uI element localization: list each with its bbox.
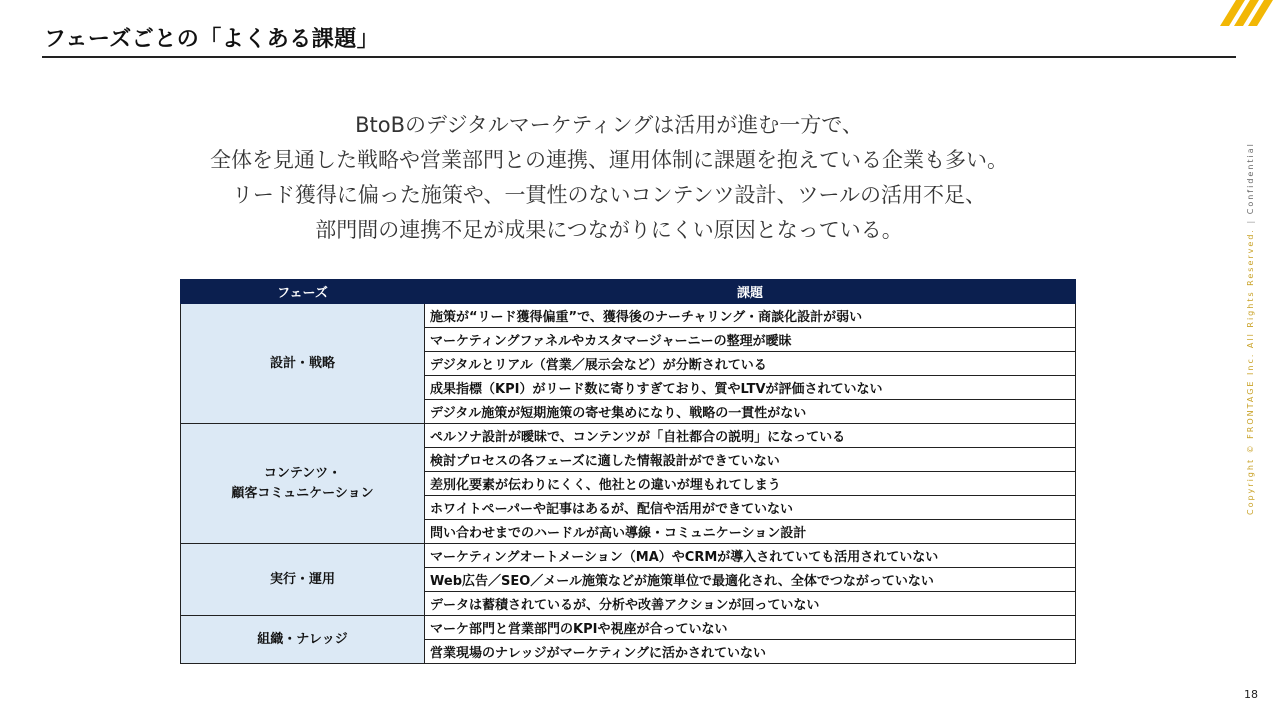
page-title: フェーズごとの「よくある課題」	[44, 27, 380, 52]
copyright-vertical	[1246, 142, 1255, 515]
table-row	[181, 544, 1076, 568]
issue-cell: デジタルとリアル（営業／展示会など）が分断されている	[425, 352, 1076, 376]
issue-cell: ペルソナ設計が曖昧で、コンテンツが「自社都合の説明」になっている	[425, 424, 1076, 448]
table-row	[181, 424, 1076, 448]
corner-stripes-logo	[1218, 0, 1280, 26]
phase-label: 顧客コミュニケーション	[231, 485, 374, 501]
phase-cell	[181, 544, 425, 616]
intro-text	[0, 108, 1218, 248]
confidential-label: Confidential	[1246, 142, 1255, 215]
phase-cell	[181, 304, 425, 424]
header-phase: フェーズ	[181, 280, 425, 304]
intro-line: 全体を見通した戦略や営業部門との連携、運用体制に課題を抱えている企業も多い。	[210, 148, 1008, 172]
header-issue: 課題	[425, 280, 1076, 304]
issue-cell: データは蓄積されているが、分析や改善アクションが回っていない	[425, 592, 1076, 616]
intro-line: リード獲得に偏った施策や、一貫性のないコンテンツ設計、ツールの活用不足、	[231, 183, 987, 207]
issue-cell: デジタル施策が短期施策の寄せ集めになり、戦略の一貫性がない	[425, 400, 1076, 424]
table-row	[181, 616, 1076, 640]
issue-cell: 施策が“リード獲得偏重”で、獲得後のナーチャリング・商談化設計が弱い	[425, 304, 1076, 328]
issue-cell: マーケティングオートメーション（MA）やCRMが導入されていても活用されていない	[425, 544, 1076, 568]
issue-cell: 問い合わせまでのハードルが高い導線・コミュニケーション設計	[425, 520, 1076, 544]
phase-label: 設計・戦略	[269, 355, 335, 371]
phase-label: 実行・運用	[269, 571, 335, 587]
issues-table	[180, 279, 1076, 664]
table-row	[181, 304, 1076, 328]
issue-cell: マーケティングファネルやカスタマージャーニーの整理が曖昧	[425, 328, 1076, 352]
phase-cell	[181, 616, 425, 664]
issue-cell: マーケ部門と営業部門のKPIや視座が合っていない	[425, 616, 1076, 640]
title-divider	[42, 56, 1236, 58]
phase-label: 組織・ナレッジ	[257, 631, 348, 647]
copyright-separator: |	[1246, 218, 1255, 224]
issue-cell: 差別化要素が伝わりにくく、他社との違いが埋もれてしまう	[425, 472, 1076, 496]
issue-cell: 営業現場のナレッジがマーケティングに活かされていない	[425, 640, 1076, 664]
page-number: 18	[1244, 688, 1258, 701]
phase-cell	[181, 424, 425, 544]
intro-line: BtoBのデジタルマーケティングは活用が進む一方で、	[355, 113, 863, 137]
phase-label: コンテンツ・	[263, 465, 342, 481]
issue-cell: 検討プロセスの各フェーズに適した情報設計ができていない	[425, 448, 1076, 472]
intro-line: 部門間の連携不足が成果につながりにくい原因となっている。	[315, 218, 903, 242]
issue-cell: ホワイトペーパーや記事はあるが、配信や活用ができていない	[425, 496, 1076, 520]
issue-cell: 成果指標（KPI）がリード数に寄りすぎており、質やLTVが評価されていない	[425, 376, 1076, 400]
copyright-text: Copyright © FRONTAGE Inc. All Rights Reserved.	[1246, 228, 1255, 515]
table-header-row	[181, 280, 1076, 304]
issue-cell: Web広告／SEO／メール施策などが施策単位で最適化され、全体でつながっていない	[425, 568, 1076, 592]
